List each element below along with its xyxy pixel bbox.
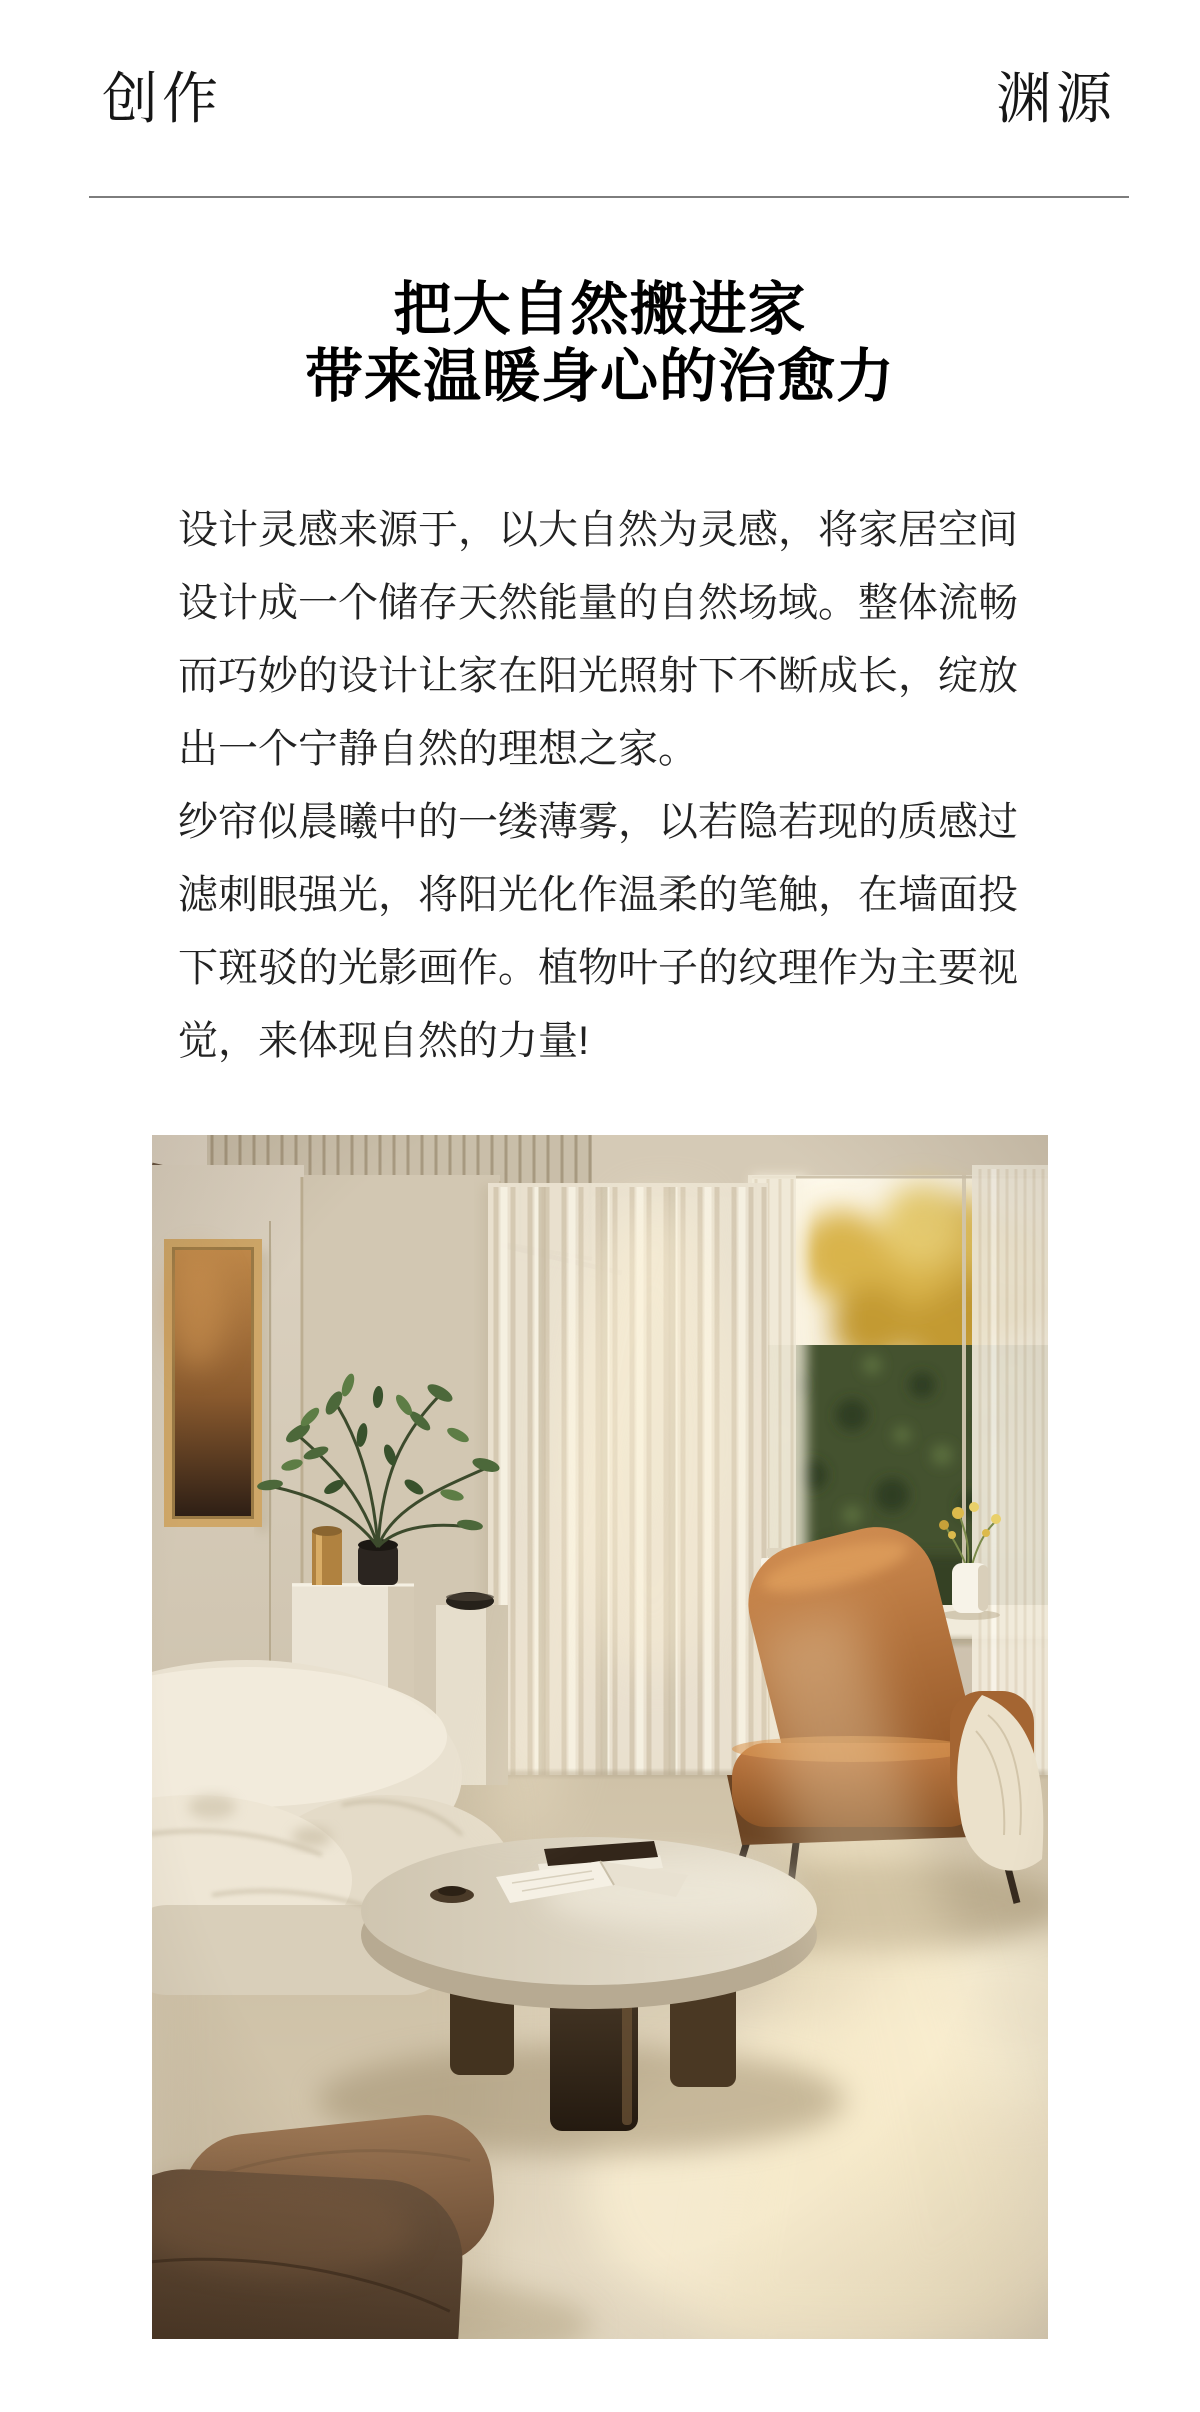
- body-text-line: 设计灵感来源于，以大自然为灵感，将家居空间: [178, 508, 1018, 552]
- living-room-photo: [152, 1135, 1048, 2339]
- article-title: [0, 276, 1200, 410]
- article-title-line-1: 把大自然搬进家: [393, 277, 807, 342]
- header-divider: [89, 196, 1129, 198]
- body-text-line: 觉，来体现自然的力量!: [178, 1019, 590, 1063]
- article-title-line-2: 带来温暖身心的治愈力: [304, 344, 895, 409]
- body-text-line: 下斑驳的光影画作。植物叶子的纹理作为主要视: [178, 946, 1018, 990]
- body-text-line: 设计成一个储存天然能量的自然场域。整体流畅: [178, 581, 1018, 625]
- body-text-line: 纱帘似晨曦中的一缕薄雾，以若隐若现的质感过: [178, 800, 1018, 844]
- body-text-line: 滤刺眼强光，将阳光化作温柔的笔触，在墙面投: [178, 873, 1018, 917]
- body-text-line: 而巧妙的设计让家在阳光照射下不断成长，绽放: [178, 654, 1018, 698]
- header-tab-origin[interactable]: 渊源: [996, 67, 1116, 130]
- body-paragraph: [178, 494, 1048, 786]
- body-text-line: 出一个宁静自然的理想之家。: [178, 727, 698, 771]
- article-body: [178, 494, 1048, 1078]
- body-paragraph: [178, 786, 1048, 1078]
- living-room-photo-illustration: [152, 1135, 1048, 2339]
- header-tab-create[interactable]: 创作: [102, 67, 222, 130]
